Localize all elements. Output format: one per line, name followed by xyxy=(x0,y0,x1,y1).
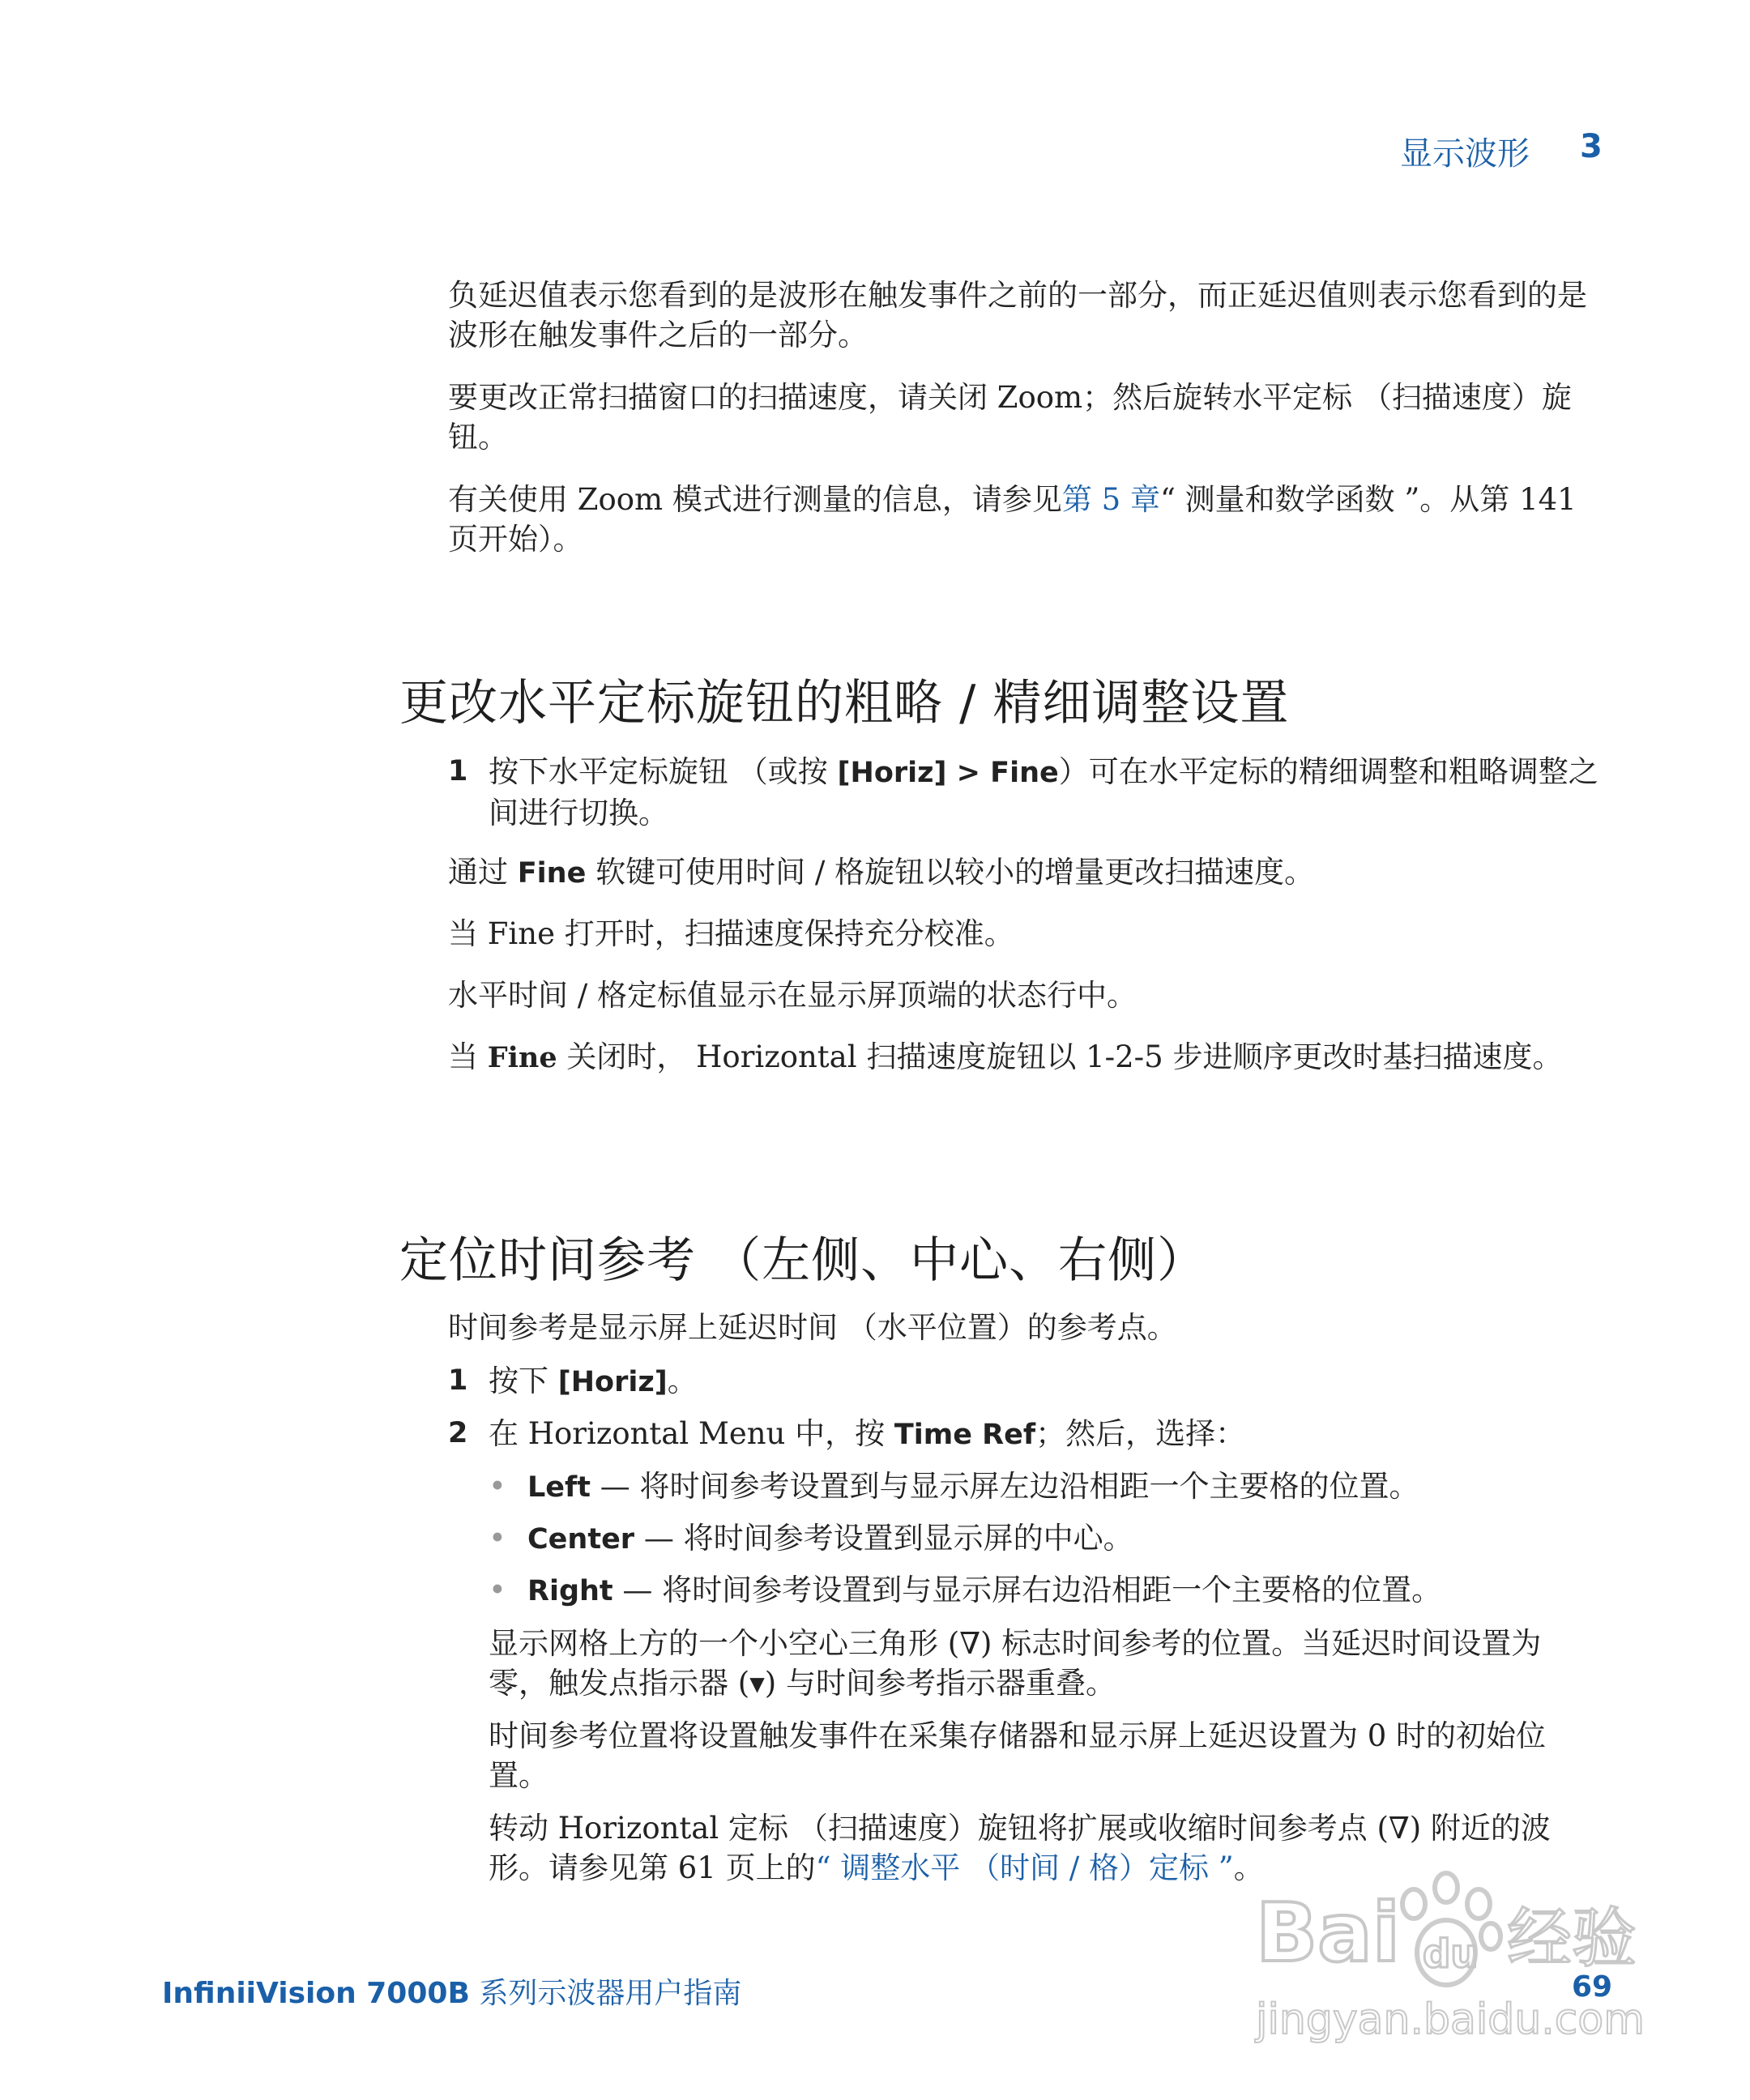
page-number: 69 xyxy=(1572,1970,1613,2004)
left-key: Left xyxy=(527,1471,591,1504)
bullet-dot-icon: • xyxy=(489,1573,506,1607)
fine-key-2: Fine xyxy=(487,1041,557,1074)
paragraph-change-sweep: 要更改正常扫描窗口的扫描速度，请关闭 Zoom；然后旋转水平定标 （扫描速度）旋钮。 xyxy=(448,380,1572,455)
watermark-jingyan: 经验 xyxy=(1507,1901,1637,1976)
paragraph-fine-softkey: 通过 Fine 软键可使用时间 / 格旋钮以较小的增量更改扫描速度。 xyxy=(448,855,1315,890)
section-heading-coarse-fine: 更改水平定标旋钮的粗略 / 精细调整设置 xyxy=(399,675,1290,732)
right-key: Right xyxy=(527,1575,613,1607)
step-1-press-horiz: 1 按下 [Horiz]。 xyxy=(448,1364,698,1398)
paragraph-negative-delay: 负延迟值表示您看到的是波形在触发事件之前的一部分，而正延迟值则表示您看到的是波形在触发事件之后的一部分。 xyxy=(448,278,1587,352)
running-header-title: 显示波形 xyxy=(1400,135,1530,173)
paragraph-status-line: 水平时间 / 格定标值显示在显示屏顶端的状态行中。 xyxy=(448,978,1137,1013)
horiz-fine-key: [Horiz] > Fine xyxy=(837,757,1059,789)
bullet-dot-icon: • xyxy=(489,1521,506,1556)
bullet-right: • Right — 将时间参考设置到与显示屏右边沿相距一个主要格的位置。 xyxy=(489,1570,1598,1611)
watermark-bai: Bai xyxy=(1256,1885,1400,1980)
paragraph-fine-on: 当 Fine 打开时，扫描速度保持充分校准。 xyxy=(448,916,1014,951)
paragraph-expand-contract: 转动 Horizontal 定标 （扫描速度）旋钮将扩展或收缩时间参考点 (∇) 附近的波形。请参见第 61 页上的“ 调整水平 （时间 / 格）定标 ”。 xyxy=(489,1811,1551,1885)
watermark-url: jingyan.baidu.com xyxy=(1256,1995,1645,2044)
step-2-time-ref: 2 在 Horizontal Menu 中，按 Time Ref；然后，选择： xyxy=(448,1416,1246,1451)
baidu-jingyan-watermark xyxy=(1248,1855,1669,2066)
footer-book-title: InfiniiVision 7000B 系列示波器用户指南 xyxy=(162,1977,742,2010)
center-key: Center xyxy=(527,1523,635,1556)
paragraph-triangle-marker: 显示网格上方的一个小空心三角形 (∇) 标志时间参考的位置。当延迟时间设置为零，触发点指示器 (▾) 与时间参考指示器重叠。 xyxy=(489,1626,1542,1701)
paragraph-zoom-reference: 有关使用 Zoom 模式进行测量的信息，请参见第 5 章“ 测量和数学函数 ”。从第 141 页开始）。 xyxy=(448,482,1577,557)
bullet-center: • Center — 将时间参考设置到显示屏的中心。 xyxy=(489,1518,1598,1559)
watermark-du: du xyxy=(1423,1931,1479,1977)
paragraph-initial-position: 时间参考位置将设置触发事件在采集存储器和显示屏上延迟设置为 0 时的初始位置。 xyxy=(489,1718,1547,1793)
chapter5-link[interactable]: 第 5 章 xyxy=(1061,482,1160,517)
paragraph-time-ref-intro: 时间参考是显示屏上延迟时间 （水平位置）的参考点。 xyxy=(448,1310,1177,1345)
step-1-coarse-fine: 1 按下水平定标旋钮 （或按 [Horiz] > Fine）可在水平定标的精细调整和粗略调整之间进行切换。 xyxy=(448,754,1598,830)
section-heading-time-reference: 定位时间参考 （左侧、中心、右侧） xyxy=(399,1232,1207,1289)
adjust-horizontal-link[interactable]: “ 调整水平 （时间 / 格）定标 ” xyxy=(815,1850,1234,1885)
paragraph-fine-off: 当 Fine 关闭时， Horizontal 扫描速度旋钮以 1-2-5 步进顺序更改时基扫描速度。 xyxy=(448,1039,1563,1074)
bullet-left: • Left — 将时间参考设置到与显示屏左边沿相距一个主要格的位置。 xyxy=(489,1466,1598,1507)
fine-key: Fine xyxy=(517,857,587,890)
chapter-number: 3 xyxy=(1580,128,1603,165)
horiz-key: [Horiz] xyxy=(557,1366,668,1398)
bullet-dot-icon: • xyxy=(489,1469,506,1504)
time-ref-key: Time Ref xyxy=(894,1419,1036,1451)
